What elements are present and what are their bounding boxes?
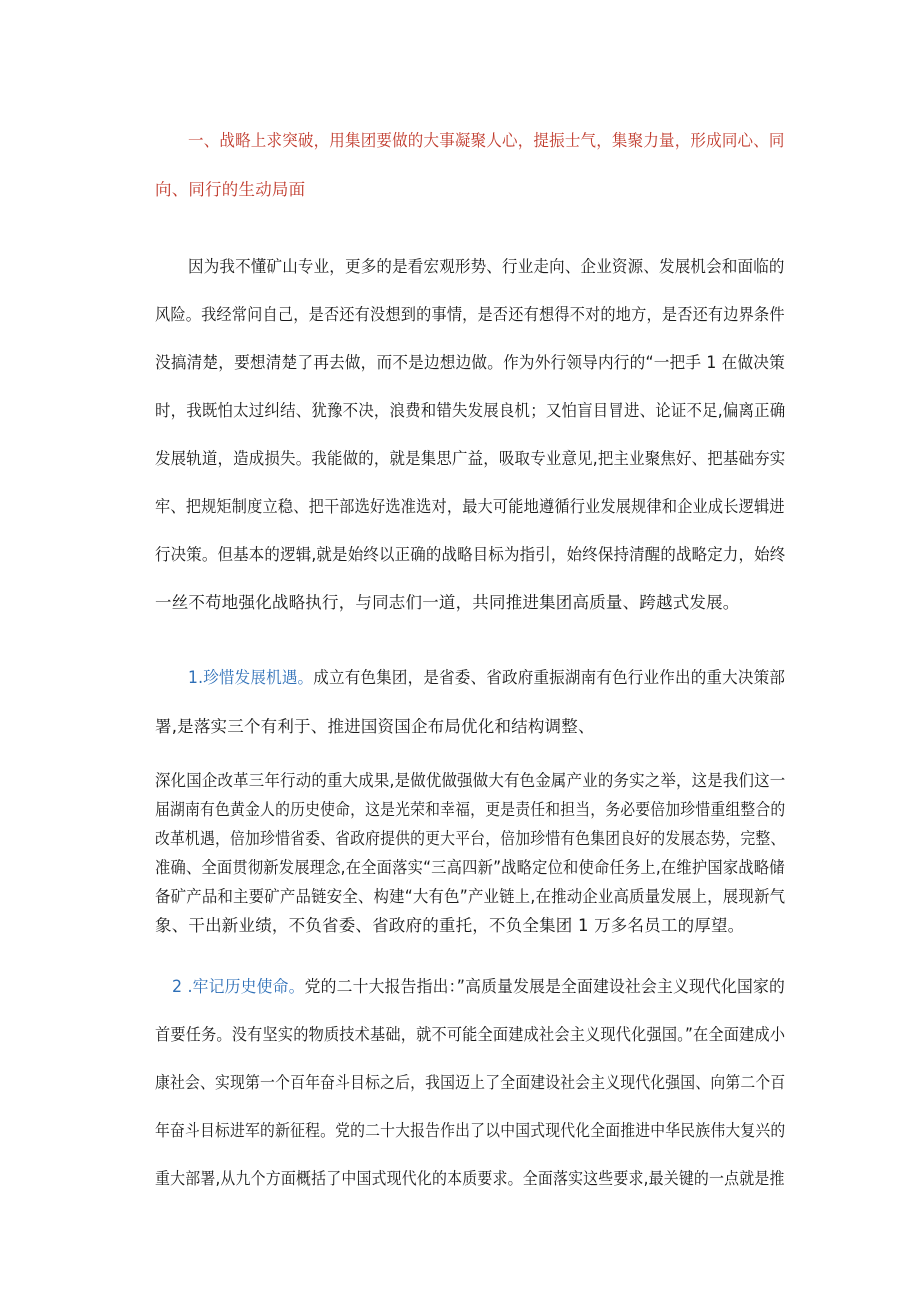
- paragraph-2-line: 深化国企改革三年行动的重大成果,是做优做强做大有色金属产业的务实之举，这是我们这一: [155, 771, 786, 790]
- item-2-body-line: 首要任务。没有坚实的物质技术基础，就不可能全面建成社会主义现代化强国。”在全面建成小: [155, 1025, 786, 1044]
- item-2-body-line: 重大部署,从九个方面概括了中国式现代化的本质要求。全面落实这些要求,最关键的一点就是推: [155, 1169, 785, 1188]
- item-2-text: 党的二十大报告指出：”高质量发展是全面建设社会主义现代化国家的: [304, 977, 785, 996]
- section-heading-line-1: 一、战略上求突破，用集团要做的大事凝聚人心，提振士气，集聚力量，形成同心、同: [188, 131, 785, 150]
- item-2-body-line: 康社会、实现第一个百年奋斗目标之后，我国迈上了全面建设社会主义现代化强国、向第二个百: [155, 1073, 786, 1092]
- paragraph-1-line: 行决策。但基本的逻辑,就是始终以正确的战略目标为指引，始终保持清醒的战略定力，始终: [155, 545, 786, 564]
- paragraph-1-line: 因为我不懂矿山专业，更多的是看宏观形势、行业走向、企业资源、发展机会和面临的: [188, 257, 785, 276]
- paragraph-1-line: 一丝不苟地强化战略执行，与同志们一道，共同推进集团高质量、跨越式发展。: [155, 593, 740, 612]
- paragraph-1-line: 没搞清楚，要想清楚了再去做，而不是边想边做。作为外行领导内行的“一把手 1 在做决策: [155, 353, 785, 372]
- item-1-line-1: [188, 664, 785, 688]
- item-1-text: 成立有色集团，是省委、省政府重振湖南有色行业作出的重大决策部: [313, 668, 786, 687]
- paragraph-2-line: 准确、全面贯彻新发展理念,在全面落实“三高四新”战略定位和使命任务上,在维护国家战略储: [155, 858, 785, 877]
- item-2-line-1: [172, 973, 785, 997]
- paragraph-1-line: 风险。我经常问自己，是否还有没想到的事情，是否还有想得不对的地方，是否还有边界条件: [155, 305, 785, 324]
- item-1-line-2: 署,是落实三个有利于、推进国资国企布局优化和结构调整、: [155, 717, 595, 736]
- paragraph-2-line: 改革机遇，倍加珍惜省委、省政府提供的更大平台，倍加珍惜有色集团良好的发展态势，完整、: [155, 829, 786, 848]
- paragraph-1-line: 牢、把规矩制度立稳、把干部选好选准选对，最大可能地遵循行业发展规律和企业成长逻辑进: [155, 497, 785, 516]
- paragraph-2-line: 备矿产品和主要矿产品链安全、构建“大有色”产业链上,在推动企业高质量发展上，展现新气: [155, 887, 786, 906]
- item-2-body-line: 年奋斗目标进军的新征程。党的二十大报告作出了以中国式现代化全面推进中华民族伟大复兴的: [155, 1121, 786, 1140]
- item-2-label: 2 .牢记历史使命。: [172, 977, 305, 996]
- paragraph-1-line: 时，我既怕太过纠结、犹豫不决，浪费和错失发展良机；又怕盲目冒进、论证不足,偏离正确: [155, 401, 786, 420]
- paragraph-2-line: 届湖南有色黄金人的历史使命，这是光荣和幸福，更是责任和担当，务必要倍加珍惜重组整合的: [155, 800, 786, 819]
- paragraph-2-line: 象、干出新业绩，不负省委、省政府的重托，不负全集团 1 万多名员工的厚望。: [155, 916, 745, 935]
- item-1-label: 1.珍惜发展机遇。: [188, 668, 314, 687]
- paragraph-1-line: 发展轨道，造成损失。我能做的，就是集思广益，吸取专业意见,把主业聚焦好、把基础夯实: [155, 449, 786, 468]
- section-heading-line-2: 向、同行的生动局面: [155, 180, 306, 199]
